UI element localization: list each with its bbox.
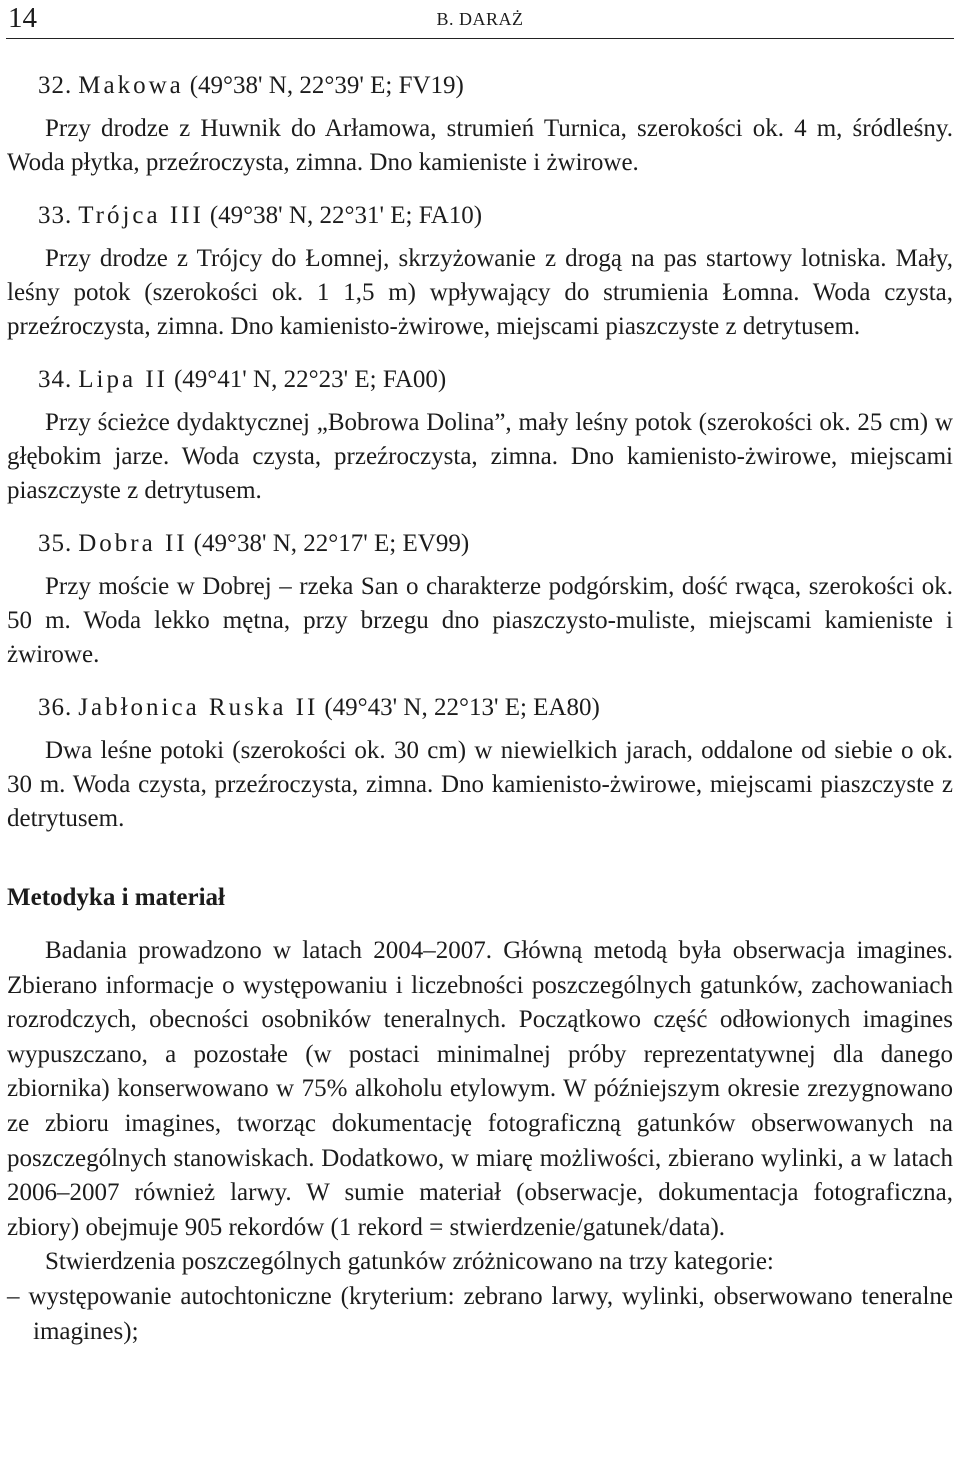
section-title: Metodyka i materiał bbox=[7, 884, 226, 911]
site-coords: (49°43' N, 22°13' E; EA80) bbox=[324, 694, 600, 721]
page-header bbox=[6, 0, 954, 39]
body-paragraph: Badania prowadzono w latach 2004–2007. Główną metodą była obserwacja imagines. Zbierano informacje o występowaniu i liczebności poszczególnych gatunków, zachowaniach rozrodczych, obecności osobników teneralnych. Początkowo część odłowionych imagines wypuszczano, a pozostałe (w postaci minimalnej próby reprezentatywnej dla danego zbiornika) konserwowano w 75% alkoholu etylowym. W późniejszym okresie zrezygnowano ze zbioru imagines, tworząc dokumentację fotograficzną gatunków obserwowanych na poszczególnych stanowiskach. Dodatkowo, w miarę możliwości, zbierano wylinki, a w latach 2006–2007 również larwy. W sumie materiał (obserwacje, dokumentacja fotograficzna, zbiory) obejmuje 905 rekordów (1 rekord = stwierdzenie/gatunek/data). bbox=[7, 937, 953, 1241]
site-number: 32. bbox=[38, 72, 73, 99]
site-name: Lipa II bbox=[78, 366, 168, 393]
site-description: Dwa leśne potoki (szerokości ok. 30 cm) w niewielkich jarach, oddalone od siebie o ok. 30 m. Woda czysta, przeźroczysta, zimna. Dno kamienisto-​żwirowe, miejscami piaszczyste z detrytusem. bbox=[7, 737, 953, 832]
site-heading bbox=[7, 70, 953, 102]
site-number: 35. bbox=[38, 530, 73, 557]
site-heading bbox=[7, 364, 953, 396]
page-content bbox=[7, 70, 953, 1349]
site-coords: (49°41' N, 22°23' E; FA00) bbox=[173, 366, 447, 393]
site-description: Przy ścieżce dydaktycznej „Bobrowa Dolina”, mały leśny potok (szerokości ok. 25 cm) w głębokim jarze. Woda czysta, przeźroczysta, zimna. Dno kamienisto-żwirowe, miejscami piaszczyste z detrytusem. bbox=[7, 409, 953, 504]
list-item: – występowanie autochtoniczne (kryterium: zebrano larwy, wylinki, obserwowano teneralne imagines); bbox=[7, 1282, 953, 1345]
site-heading bbox=[7, 200, 953, 232]
site-name: Dobra II bbox=[78, 530, 188, 557]
body-paragraph: Stwierdzenia poszczególnych gatunków zróżnicowano na trzy kategorie: bbox=[45, 1248, 774, 1276]
running-head: B. DARAŻ bbox=[436, 9, 524, 29]
site-heading bbox=[7, 692, 953, 724]
site-heading bbox=[7, 528, 953, 560]
site-description: Przy drodze z Trójcy do Łomnej, skrzyżowanie z drogą na pas startowy lotniska. Mały, leśny potok (szerokości ok. 1 1,5 m) wpływający do strumienia Łomna. Woda czysta, przeźroczysta, zimna. Dno kamienisto-żwirowe, miejscami piaszczyste z detrytusem. bbox=[7, 245, 953, 340]
site-name: Jabłonica Ruska II bbox=[78, 694, 319, 721]
site-number: 36. bbox=[38, 694, 73, 721]
site-description: Przy drodze z Huwnik do Arłamowa, strumień Turnica, szerokości ok. 4 m, śródleśny. Woda płytka, przeźroczysta, zimna. Dno kamieniste i żwirowe. bbox=[7, 115, 953, 176]
site-number: 34. bbox=[38, 366, 73, 393]
site-coords: (49°38' N, 22°31' E; FA10) bbox=[209, 202, 483, 229]
site-coords: (49°38' N, 22°39' E; FV19) bbox=[189, 72, 464, 99]
site-name: Makowa bbox=[78, 72, 184, 99]
page-number: 14 bbox=[8, 2, 37, 34]
site-description: Przy moście w Dobrej – rzeka San o charakterze podgórskim, dość rwąca, szerokości ok. 50 m. Woda lekko mętna, przy brzegu dno piaszczysto-muliste, miejscami kamieniste i żwirowe. bbox=[7, 573, 953, 668]
site-number: 33. bbox=[38, 202, 73, 229]
site-name: Trójca III bbox=[78, 202, 204, 229]
site-coords: (49°38' N, 22°17' E; EV99) bbox=[193, 530, 470, 557]
